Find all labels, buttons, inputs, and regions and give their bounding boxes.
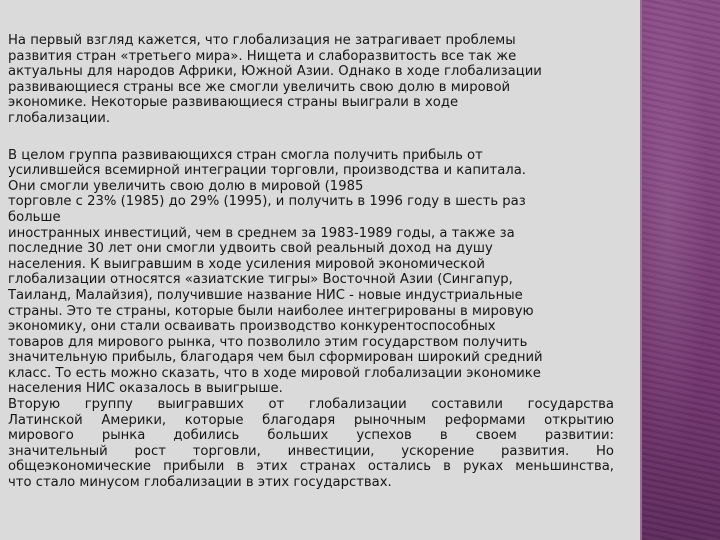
side-band-edge bbox=[640, 0, 642, 540]
paragraph-2 bbox=[8, 148, 614, 398]
text-line: глобализации. bbox=[8, 110, 111, 126]
text-line: развивающиеся страны все же смогли увеличить свою долю в мировой bbox=[8, 79, 511, 95]
text-line: значительную прибыль, благодаря чем был сформирован широкий средний bbox=[8, 350, 543, 366]
text-line: экономику, они стали осваивать производство конкурентоспособных bbox=[8, 319, 496, 335]
paragraph-1 bbox=[8, 33, 614, 127]
text-line: актуальны для народов Африки, Южной Азии. Однако в ходе глобализации bbox=[8, 64, 542, 80]
text-line: что стало минусом глобализации в этих государствах. bbox=[8, 475, 392, 491]
text-line: населения НИС оказалось в выигрыше. bbox=[8, 381, 283, 397]
body-text bbox=[8, 33, 614, 491]
text-line: глобализации относятся «азиатские тигры» Восточной Азии (Сингапур, bbox=[8, 272, 513, 288]
text-line: класс. То есть можно сказать, что в ходе мировой глобализации экономике bbox=[8, 365, 541, 381]
text-line: мирового рынка добились больших успехов в своем развитии: bbox=[8, 428, 614, 444]
text-line: усилившейся всемирной интеграции торговли, производства и капитала. bbox=[8, 163, 527, 179]
text-line: страны. Это те страны, которые были наиболее интегрированы в мировую bbox=[8, 303, 534, 319]
text-line: больше bbox=[8, 209, 61, 225]
text-line: Они смогли увеличить свою долю в мировой (1985 bbox=[8, 178, 364, 194]
text-line: Вторую группу выигравших от глобализации составили государства bbox=[8, 397, 614, 413]
text-line: последние 30 лет они смогли удвоить свой реальный доход на душу bbox=[8, 241, 493, 257]
text-line: На первый взгляд кажется, что глобализация не затрагивает проблемы bbox=[8, 33, 516, 48]
text-line: общеэкономические прибыли в этих странах остались в руках меньшинства, bbox=[8, 459, 614, 475]
text-line: Таиланд, Малайзия), получившие название НИС - новые индустриальные bbox=[8, 287, 523, 303]
text-line: В целом группа развивающихся стран смогла получить прибыль от bbox=[8, 147, 483, 163]
text-line: Латинской Америки, которые благодаря рыночным реформами открытию bbox=[8, 412, 614, 428]
text-line: развития стран «третьего мира». Нищета и слаборазвитость все так же bbox=[8, 48, 517, 64]
decorative-side-band bbox=[640, 0, 720, 540]
paragraph-3 bbox=[8, 397, 614, 491]
text-line: экономике. Некоторые развивающиеся страны выиграли в ходе bbox=[8, 95, 459, 111]
text-line: населения. К выигравшим в ходе усиления мировой экономической bbox=[8, 256, 485, 272]
text-line: значительный рост торговли, инвестиции, ускорение развития. Но bbox=[8, 443, 614, 459]
text-line: торговле с 23% (1985) до 29% (1995), и получить в 1996 году в шесть раз bbox=[8, 194, 526, 210]
text-line: иностранных инвестиций, чем в среднем за 1983-1989 годы, а также за bbox=[8, 225, 515, 241]
text-line: товаров для мирового рынка, что позволило этим государством получить bbox=[8, 334, 528, 350]
